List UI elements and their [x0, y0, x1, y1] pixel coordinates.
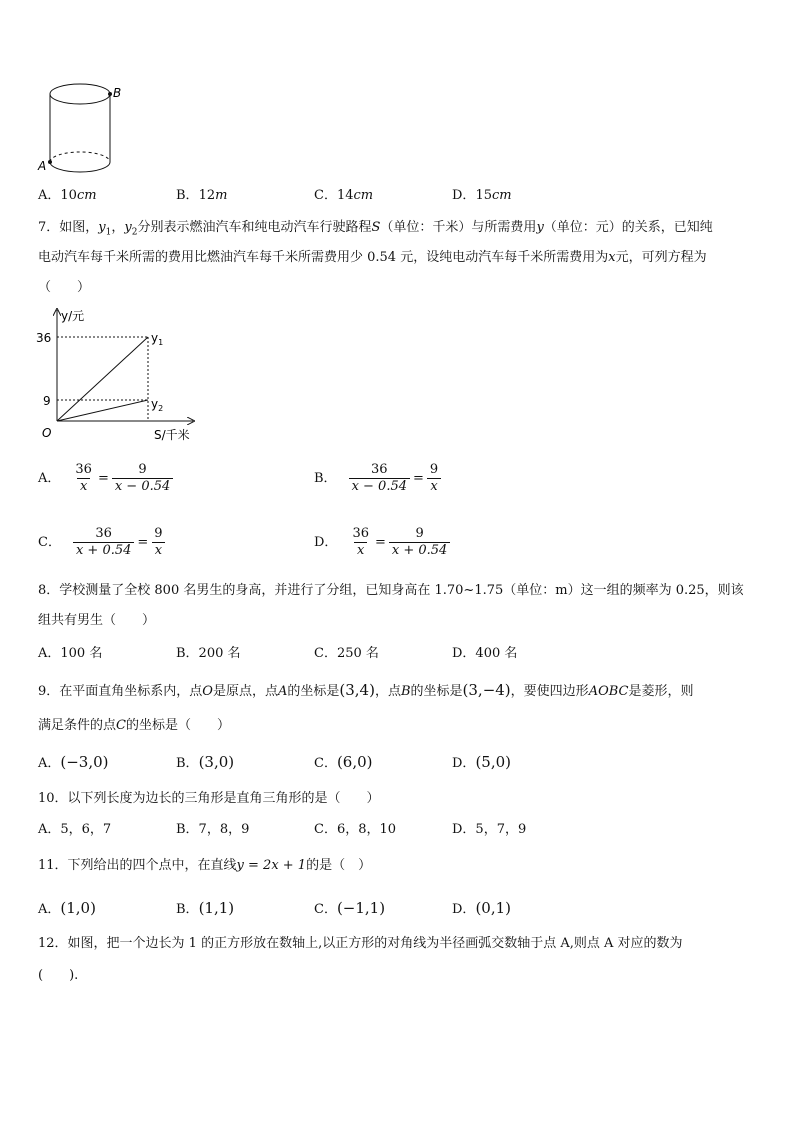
q9-option-a[interactable]: A．(−3,0): [38, 753, 109, 771]
fraction: $\frac{9}{x}$: [427, 462, 441, 495]
point-a-label: A: [38, 159, 47, 173]
q10-option-a[interactable]: A．5，6，7: [38, 822, 112, 837]
q11-option-d[interactable]: D．(0,1): [452, 899, 511, 917]
cylinder-figure: [30, 80, 130, 175]
y-axis-label: y/元: [61, 309, 85, 323]
q9-option-c[interactable]: C．(6,0): [314, 753, 373, 771]
q10-option-d[interactable]: D．5，7，9: [452, 822, 527, 837]
q7-option-c[interactable]: C． $\frac{36}{x + 0.54}$ = $\frac{9}{x}$: [38, 526, 168, 559]
q8-line-1: 8．学校测量了全校 800 名男生的身高，并进行了分组，已知身高在 1.70~1.75（单位：m）这一组的频率为 0.25，则该: [38, 583, 744, 598]
line-y1: [57, 337, 148, 421]
fraction: $\frac{9}{x + 0.54}$: [389, 526, 450, 559]
q7-option-d[interactable]: D． $\frac{36}{x}$ = $\frac{9}{x + 0.54}$: [314, 526, 452, 559]
fraction: $\frac{36}{x}$: [75, 462, 92, 494]
q8-option-a[interactable]: A．100 名: [38, 646, 103, 661]
q6-option-a[interactable]: A．10cm: [38, 188, 97, 203]
q11-option-a[interactable]: A．(1,0): [38, 899, 96, 917]
line-y1-label: $y_1$: [151, 331, 164, 347]
q8-option-d[interactable]: D．400 名: [452, 646, 518, 661]
fraction: $\frac{9}{x - 0.54}$: [112, 462, 173, 495]
q12-line-1: 12．如图，把一个边长为 1 的正方形放在数轴上,以正方形的对角线为半径画弧交数轴于点 A,则点 A 对应的数为: [38, 936, 683, 951]
q10-line-1: 10．以下列长度为边长的三角形是直角三角形的是（ ）: [38, 791, 380, 806]
q9-line-2: 满足条件的点C的坐标是（ ）: [38, 718, 230, 733]
q7-line-2: 电动汽车每千米所需的费用比燃油汽车每千米所需费用少 0.54 元，设纯电动汽车每千米所需费用为x元，可列方程为: [38, 250, 707, 265]
q11-option-c[interactable]: C．(−1,1): [314, 899, 386, 917]
fraction: $\frac{36}{x + 0.54}$: [73, 526, 134, 559]
q9-line-1: 9．在平面直角坐标系内，点O是原点，点A的坐标是(3,4)，点B的坐标是(3,−4)，要使四边形AOBC是菱形，则: [38, 681, 694, 699]
q10-option-c[interactable]: C．6，8，10: [314, 822, 397, 837]
fraction: $\frac{9}{x}$: [151, 526, 165, 559]
origin-label: O: [42, 426, 52, 440]
point-b-dot: [108, 92, 112, 96]
line-y2: [57, 400, 148, 421]
q11-line-1: 11．下列给出的四个点中，在直线y = 2x + 1的是（ ）: [38, 858, 372, 873]
tick-9-label: 9: [43, 394, 51, 408]
fraction: $\frac{36}{x}$: [352, 526, 369, 558]
cylinder-bottom-back: [50, 152, 110, 162]
q8-line-2: 组共有男生（ ）: [38, 613, 156, 628]
q7-option-b[interactable]: B． $\frac{36}{x - 0.54}$ = $\frac{9}{x}$: [314, 462, 443, 495]
q12-line-2: ( ).: [38, 968, 79, 983]
q8-option-b[interactable]: B．200 名: [176, 646, 241, 661]
q8-option-c[interactable]: C．250 名: [314, 646, 379, 661]
q10-option-b[interactable]: B．7，8，9: [176, 822, 250, 837]
point-a-dot: [48, 160, 52, 164]
q7-line-1: 7．如图，$y_1$，$y_2$分别表示燃油汽车和纯电动汽车行驶路程S（单位：千米）与所需费用y（单位：元）的关系，已知纯: [38, 220, 713, 238]
q7-line-3: （ ）: [38, 280, 91, 295]
q9-option-b[interactable]: B．(3,0): [176, 753, 235, 771]
q6-option-d[interactable]: D．15cm: [452, 188, 512, 203]
q7-graph: [30, 305, 210, 445]
x-axis-label: S/千米: [154, 428, 190, 442]
q6-option-b[interactable]: B．12m: [176, 188, 228, 203]
point-b-label: B: [113, 86, 122, 100]
line-y2-label: $y_2$: [151, 397, 164, 413]
q6-option-c[interactable]: C．14cm: [314, 188, 374, 203]
cylinder-top-ellipse: [50, 84, 110, 104]
q11-option-b[interactable]: B．(1,1): [176, 899, 235, 917]
cylinder-bottom-front: [50, 162, 110, 172]
tick-36-label: 36: [36, 331, 52, 345]
q9-option-d[interactable]: D．(5,0): [452, 753, 511, 771]
q7-option-a[interactable]: A． $\frac{36}{x}$ = $\frac{9}{x - 0.54}$: [38, 462, 175, 495]
fraction: $\frac{36}{x - 0.54}$: [349, 462, 410, 495]
